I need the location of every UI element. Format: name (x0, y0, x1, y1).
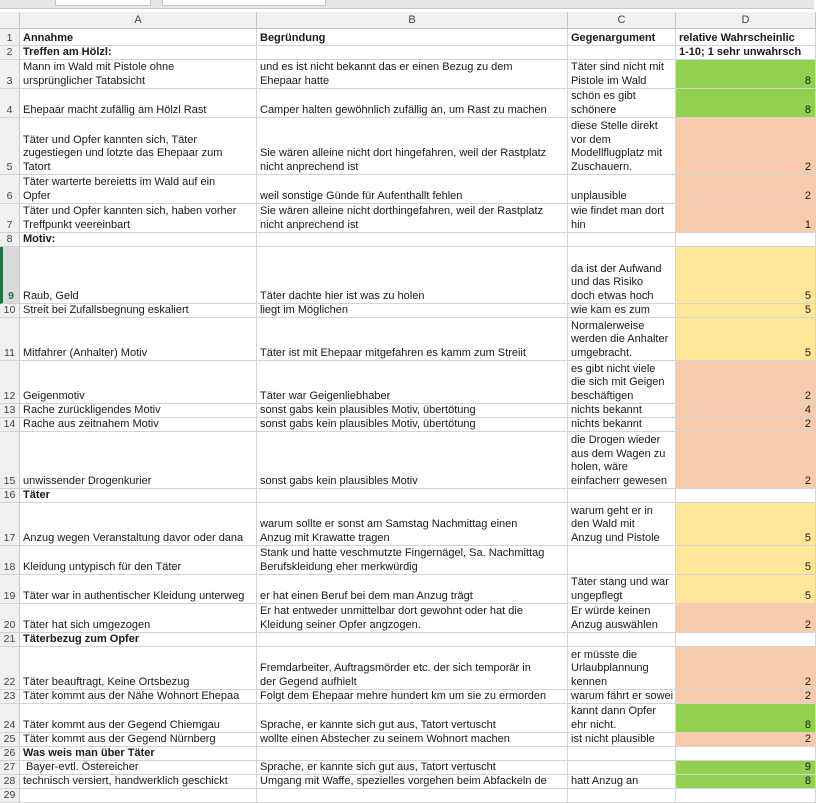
table-row (0, 604, 814, 633)
cell-text: wie findet man dort hin (571, 205, 664, 231)
row-header[interactable]: 16 (0, 489, 20, 503)
cell-a18[interactable] (20, 546, 257, 575)
cell-c12[interactable] (568, 361, 676, 404)
cell-a23[interactable] (20, 690, 257, 704)
cell-text: Stank und hatte veschmutzte Fingernägel, Sa. Nachmittag Berufskleidung eher merkwürdig (260, 547, 545, 573)
cell-text: 2 (804, 189, 811, 202)
table-row (0, 175, 814, 204)
cell-d7[interactable] (676, 204, 816, 233)
row-header[interactable]: 15 (0, 432, 20, 489)
cell-d16[interactable] (676, 489, 816, 503)
cell-c13[interactable] (568, 404, 676, 418)
cell-a15[interactable] (20, 432, 257, 489)
cell-text: warum geht er in den Wald mit Anzug und Pistole (571, 504, 660, 544)
sheet-tab[interactable] (55, 0, 151, 6)
row-header[interactable]: 12 (0, 361, 20, 404)
cell-text: nichts bekannt (571, 403, 642, 416)
cell-a19[interactable] (20, 575, 257, 604)
cell-a9[interactable] (20, 247, 257, 304)
cell-c3[interactable] (568, 60, 676, 89)
cell-text: 1-10; 1 sehr unwahrsch (679, 45, 802, 58)
cell-text: weil sonstige Günde für Aufenthallt fehlen (260, 189, 463, 202)
cell-c2[interactable] (568, 46, 676, 60)
cell-text: Sie wären alleine nicht dorthingefahren, weil der Rastplatz nicht anprechend ist (260, 205, 544, 231)
cell-c10[interactable] (568, 304, 676, 318)
table-row (0, 690, 814, 704)
cell-b12[interactable] (257, 361, 568, 404)
cell-text: Täter warterte bereietts im Wald auf ein Opfer (23, 176, 216, 202)
table-row (0, 304, 814, 318)
cell-text: 5 (804, 560, 811, 573)
cell-b28[interactable] (257, 775, 568, 789)
cell-a12[interactable] (20, 361, 257, 404)
cell-d26[interactable] (676, 747, 816, 761)
cell-b11[interactable] (257, 318, 568, 361)
cell-text: Täterbezug zum Opfer (23, 632, 140, 645)
cell-d12[interactable] (676, 361, 816, 404)
cell-text: Täter hat sich umgezogen (23, 618, 151, 631)
cell-text: Normalerweise werden die Anhalter umgebracht. (571, 319, 669, 359)
row-header[interactable]: 26 (0, 747, 20, 761)
cell-d9[interactable] (676, 247, 816, 304)
cell-b26[interactable] (257, 747, 568, 761)
cell-d5[interactable] (676, 118, 816, 175)
cell-b18[interactable] (257, 546, 568, 575)
table-row (0, 204, 814, 233)
cell-a10[interactable] (20, 304, 257, 318)
row-header[interactable]: 17 (0, 503, 20, 546)
cell-text: Täter sind nicht mit Pistole im Wald (571, 61, 664, 87)
cell-c21[interactable] (568, 633, 676, 647)
cell-b10[interactable] (257, 304, 568, 318)
cell-text: Camper halten gewöhnlich zufällig an, um Rast zu machen (260, 103, 547, 116)
cell-text: Täter kommt aus der Gegend Chiemgau (23, 718, 220, 731)
cell-b1[interactable] (257, 29, 568, 46)
cell-text: 2 (804, 618, 811, 631)
cell-text: Täter dachte hier ist was zu holen (260, 289, 425, 302)
row-header[interactable]: 9 (0, 247, 20, 304)
cell-text: Täter kommt aus der Gegend Nürnberg (23, 732, 216, 745)
cell-text: wie kam es zum (571, 303, 650, 316)
cell-text: 2 (804, 389, 811, 402)
cell-d6[interactable] (676, 175, 816, 204)
cell-b23[interactable] (257, 690, 568, 704)
table-row (0, 789, 814, 803)
cell-text: 5 (804, 346, 811, 359)
cell-text: Geigenmotiv (23, 389, 85, 402)
cell-b13[interactable] (257, 404, 568, 418)
cell-b25[interactable] (257, 733, 568, 747)
cell-a22[interactable] (20, 647, 257, 690)
cell-a1[interactable] (20, 29, 257, 46)
table-row (0, 503, 814, 546)
cell-text: wollte einen Abstecher zu seinem Wohnort machen (260, 732, 510, 745)
cell-text: 8 (804, 718, 811, 731)
cell-text: 2 (804, 732, 811, 745)
row-header[interactable]: 7 (0, 204, 20, 233)
cell-text: Was weis man über Täter (23, 746, 155, 759)
cell-b15[interactable] (257, 432, 568, 489)
table-row (0, 29, 814, 46)
cell-d11[interactable] (676, 318, 816, 361)
cell-d18[interactable] (676, 546, 816, 575)
cell-text: es gibt nicht viele die sich mit Geigen beschäftigen (571, 362, 665, 402)
cell-a16[interactable] (20, 489, 257, 503)
cell-a11[interactable] (20, 318, 257, 361)
cell-a24[interactable] (20, 704, 257, 733)
cell-text: Mann im Wald mit Pistole ohne ursprünglicher Tatabsicht (23, 61, 175, 87)
cell-text: 2 (804, 474, 811, 487)
row-header[interactable]: 2 (0, 46, 20, 60)
cell-text: Täter und Opfer kannten sich, haben vorher Treffpunkt veereinbart (23, 205, 237, 231)
select-all-corner[interactable] (0, 12, 20, 29)
cell-text: Täter beauftragt, Keine Ortsbezug (23, 675, 190, 688)
sheet-tab[interactable] (162, 0, 326, 6)
cell-d27[interactable] (676, 761, 816, 775)
cell-d13[interactable] (676, 404, 816, 418)
cell-a20[interactable] (20, 604, 257, 633)
cell-c23[interactable] (568, 690, 676, 704)
cell-c28[interactable] (568, 775, 676, 789)
cell-d14[interactable] (676, 418, 816, 432)
table-row (0, 575, 814, 604)
cell-a27[interactable] (20, 761, 257, 775)
row-header[interactable]: 28 (0, 775, 20, 789)
column-header-a[interactable]: A (20, 12, 257, 29)
row-header[interactable]: 19 (0, 575, 20, 604)
table-row (0, 704, 814, 733)
cell-text: sonst gabs kein plausibles Motiv, übertötung (260, 403, 476, 416)
cell-text: Umgang mit Waffe, spezielles vorgehen beim Abfackeln de (260, 774, 547, 787)
cell-a29[interactable] (20, 789, 257, 803)
cell-text: Treffen am Hölzl: (23, 45, 112, 58)
cell-d10[interactable] (676, 304, 816, 318)
row-header[interactable]: 4 (0, 89, 20, 118)
column-header-b[interactable]: B (257, 12, 568, 29)
cell-text: Täter und Opfer kannten sich, Täter zugestiegen und lotzte das Ehepaar zum Tatort (23, 133, 223, 173)
cell-a6[interactable] (20, 175, 257, 204)
cell-text: Fremdarbeiter, Auftragsmörder etc. der sich temporär in der Gegend aufhielt (260, 662, 531, 688)
row-header[interactable]: 22 (0, 647, 20, 690)
cell-b8[interactable] (257, 233, 568, 247)
table-row (0, 418, 814, 432)
cell-a7[interactable] (20, 204, 257, 233)
cell-c1[interactable] (568, 29, 676, 46)
cell-b27[interactable] (257, 761, 568, 775)
cell-c9[interactable] (568, 247, 676, 304)
cell-d29[interactable] (676, 789, 816, 803)
cell-a5[interactable] (20, 118, 257, 175)
cell-text: Täter stang und war ungepflegt (571, 576, 669, 602)
cell-b4[interactable] (257, 89, 568, 118)
cell-a2[interactable] (20, 46, 257, 60)
cell-a14[interactable] (20, 418, 257, 432)
cell-d21[interactable] (676, 633, 816, 647)
row-header[interactable]: 3 (0, 60, 20, 89)
row-header[interactable]: 1 (0, 29, 20, 46)
cell-text: Anzug wegen Veranstaltung davor oder dana (23, 531, 244, 544)
cell-d1[interactable] (676, 29, 816, 46)
cell-text: 1 (804, 218, 811, 231)
cell-text: da ist der Aufwand und das Risiko doch etwas hoch (571, 262, 662, 302)
cell-b5[interactable] (257, 118, 568, 175)
cell-text: nichts bekannt (571, 417, 642, 430)
cell-text: schön es gibt schönere (571, 90, 636, 116)
table-row (0, 733, 814, 747)
cell-text: Raub, Geld (23, 289, 79, 302)
cell-b21[interactable] (257, 633, 568, 647)
cell-d2[interactable] (676, 46, 816, 60)
cell-text: 5 (804, 303, 811, 316)
cell-text: Er würde keinen Anzug auswählen (571, 605, 658, 631)
table-row (0, 489, 814, 503)
cell-text: 8 (804, 74, 811, 87)
cell-a25[interactable] (20, 733, 257, 747)
cell-text: Folgt dem Ehepaar mehre hundert km um sie zu ermorden (260, 689, 547, 702)
table-row (0, 46, 814, 60)
table-row (0, 546, 814, 575)
cell-d28[interactable] (676, 775, 816, 789)
cell-text: 9 (804, 760, 811, 773)
cell-c18[interactable] (568, 546, 676, 575)
cell-text: 2 (804, 417, 811, 430)
cell-text: er hat einen Beruf bei dem man Anzug trägt (260, 589, 473, 602)
cell-text: liegt im Möglichen (260, 303, 349, 316)
cell-b2[interactable] (257, 46, 568, 60)
cell-c19[interactable] (568, 575, 676, 604)
cell-a4[interactable] (20, 89, 257, 118)
cell-text: 2 (804, 160, 811, 173)
cell-c16[interactable] (568, 489, 676, 503)
cell-text: Rache aus zeitnahem Motiv (23, 417, 159, 430)
ribbon-strip (0, 0, 814, 9)
cell-text: 5 (804, 531, 811, 544)
cell-d17[interactable] (676, 503, 816, 546)
table-row (0, 647, 814, 690)
cell-d4[interactable] (676, 89, 816, 118)
cell-c8[interactable] (568, 233, 676, 247)
cell-c4[interactable] (568, 89, 676, 118)
cell-text: 8 (804, 774, 811, 787)
cell-text: Täter kommt aus der Nähe Wohnort Ehepaa (23, 689, 240, 702)
row-header[interactable]: 27 (0, 761, 20, 775)
cell-text: Sie wären alleine nicht dort hingefahren, weil der Rastplatz nicht anprechend ist (260, 147, 547, 173)
cell-text: Streit bei Zufallsbegnung eskaliert (23, 303, 189, 316)
table-row (0, 233, 814, 247)
cell-c20[interactable] (568, 604, 676, 633)
cell-b22[interactable] (257, 647, 568, 690)
cell-text: technisch versiert, handwerklich geschickt (23, 774, 228, 787)
cell-text: Bayer-evtl. Östereicher (23, 760, 139, 773)
spreadsheet-grid[interactable] (0, 12, 814, 801)
cell-c5[interactable] (568, 118, 676, 175)
row-header[interactable]: 6 (0, 175, 20, 204)
cell-text: kannt dann Opfer ehr nicht. (571, 705, 657, 731)
row-header[interactable]: 23 (0, 690, 20, 704)
cell-text: diese Stelle direkt vor dem Modellflugplatz mit Zuschauern. (571, 120, 663, 173)
cell-text: 4 (804, 403, 811, 416)
cell-text: die Drogen wieder aus dem Wagen zu holen, wäre einfacherr gewesen (571, 434, 668, 487)
cell-d25[interactable] (676, 733, 816, 747)
cell-text: Sprache, er kannte sich gut aus, Tatort vertuscht (260, 760, 496, 773)
row-header[interactable]: 14 (0, 418, 20, 432)
cell-a3[interactable] (20, 60, 257, 89)
cell-b20[interactable] (257, 604, 568, 633)
cell-d23[interactable] (676, 690, 816, 704)
row-header[interactable]: 25 (0, 733, 20, 747)
cell-text: 5 (804, 589, 811, 602)
cell-text: sonst gabs kein plausibles Motiv (260, 474, 418, 487)
table-row (0, 60, 814, 89)
cell-b9[interactable] (257, 247, 568, 304)
cell-d3[interactable] (676, 60, 816, 89)
cell-text: relative Wahrscheinlic (679, 31, 795, 44)
cell-text: ist nicht plausible (571, 732, 655, 745)
cell-b19[interactable] (257, 575, 568, 604)
row-header[interactable]: 5 (0, 118, 20, 175)
row-header[interactable]: 13 (0, 404, 20, 418)
cell-a13[interactable] (20, 404, 257, 418)
cell-b6[interactable] (257, 175, 568, 204)
cell-text: Rache zurückligendes Motiv (23, 403, 161, 416)
cell-c6[interactable] (568, 175, 676, 204)
cell-d24[interactable] (676, 704, 816, 733)
row-header[interactable]: 20 (0, 604, 20, 633)
row-header[interactable]: 18 (0, 546, 20, 575)
cell-text: Ehepaar macht zufällig am Hölzl Rast (23, 103, 207, 116)
table-row (0, 404, 814, 418)
cell-text: hatt Anzug an (571, 774, 639, 787)
cell-text: Er hat entweder unmittelbar dort gewohnt oder hat die Kleidung seiner Opfer angzogen. (260, 605, 523, 631)
cell-d20[interactable] (676, 604, 816, 633)
cell-c11[interactable] (568, 318, 676, 361)
cell-a28[interactable] (20, 775, 257, 789)
cell-d19[interactable] (676, 575, 816, 604)
row-header[interactable]: 24 (0, 704, 20, 733)
cell-text: Täter war in authentischer Kleidung unterweg (23, 589, 245, 602)
cell-text: 2 (804, 689, 811, 702)
column-header-d[interactable]: D (676, 12, 816, 29)
row-header[interactable]: 8 (0, 233, 20, 247)
cell-b24[interactable] (257, 704, 568, 733)
cell-b14[interactable] (257, 418, 568, 432)
cell-c24[interactable] (568, 704, 676, 733)
cell-text: Begründung (260, 31, 326, 44)
row-header[interactable]: 10 (0, 304, 20, 318)
cell-d8[interactable] (676, 233, 816, 247)
cell-text: Täter war Geigenliebhaber (260, 389, 391, 402)
row-header[interactable]: 21 (0, 633, 20, 647)
cell-a17[interactable] (20, 503, 257, 546)
table-row (0, 633, 814, 647)
cell-b7[interactable] (257, 204, 568, 233)
cell-text: Gegenargument (571, 31, 656, 44)
cell-text: Mitfahrer (Anhalter) Motiv (23, 346, 148, 359)
table-row (0, 361, 814, 404)
cell-text: warum fährt er sowei (571, 689, 674, 702)
cell-c25[interactable] (568, 733, 676, 747)
cell-b3[interactable] (257, 60, 568, 89)
cell-a8[interactable] (20, 233, 257, 247)
cell-c15[interactable] (568, 432, 676, 489)
cell-a26[interactable] (20, 747, 257, 761)
cell-text: und es ist nicht bekannt das er einen Bezug zu dem Ehepaar hatte (260, 61, 513, 87)
column-header-c[interactable]: C (568, 12, 676, 29)
table-row (0, 89, 814, 118)
cell-text: 8 (804, 103, 811, 116)
cell-text: Täter ist mit Ehepaar mitgefahren es kamm zum Streiit (260, 346, 526, 359)
cell-c17[interactable] (568, 503, 676, 546)
row-header[interactable]: 29 (0, 789, 20, 803)
cell-text: Annahme (23, 31, 74, 44)
table-row (0, 318, 814, 361)
cell-b29[interactable] (257, 789, 568, 803)
column-headers (0, 12, 814, 29)
table-row (0, 747, 814, 761)
cell-b17[interactable] (257, 503, 568, 546)
cell-c29[interactable] (568, 789, 676, 803)
row-header[interactable]: 11 (0, 318, 20, 361)
cell-text: sonst gabs kein plausibles Motiv, übertötung (260, 417, 476, 430)
cell-c22[interactable] (568, 647, 676, 690)
cell-b16[interactable] (257, 489, 568, 503)
table-row (0, 118, 814, 175)
cell-c26[interactable] (568, 747, 676, 761)
cell-d22[interactable] (676, 647, 816, 690)
cell-a21[interactable] (20, 633, 257, 647)
cell-text: unplausible (571, 189, 627, 202)
table-row (0, 761, 814, 775)
cell-text: Kleidung untypisch für den Täter (23, 560, 182, 573)
cell-c7[interactable] (568, 204, 676, 233)
cell-text: Täter (23, 488, 50, 501)
cell-text: 2 (804, 675, 811, 688)
cell-text: er müsste die Urlaubplannung kennen (571, 648, 649, 688)
cell-d15[interactable] (676, 432, 816, 489)
cell-c14[interactable] (568, 418, 676, 432)
cell-text: unwissender Drogenkurier (23, 474, 152, 487)
cell-text: Motiv: (23, 232, 56, 245)
cell-text: Sprache, er kannte sich gut aus, Tatort vertuscht (260, 718, 496, 731)
cell-text: 5 (804, 289, 811, 302)
table-row (0, 775, 814, 789)
table-row (0, 432, 814, 489)
cell-text: warum sollte er sonst am Samstag Nachmittag einen Anzug mit Krawatte tragen (260, 518, 518, 544)
table-row (0, 247, 814, 304)
cell-c27[interactable] (568, 761, 676, 775)
